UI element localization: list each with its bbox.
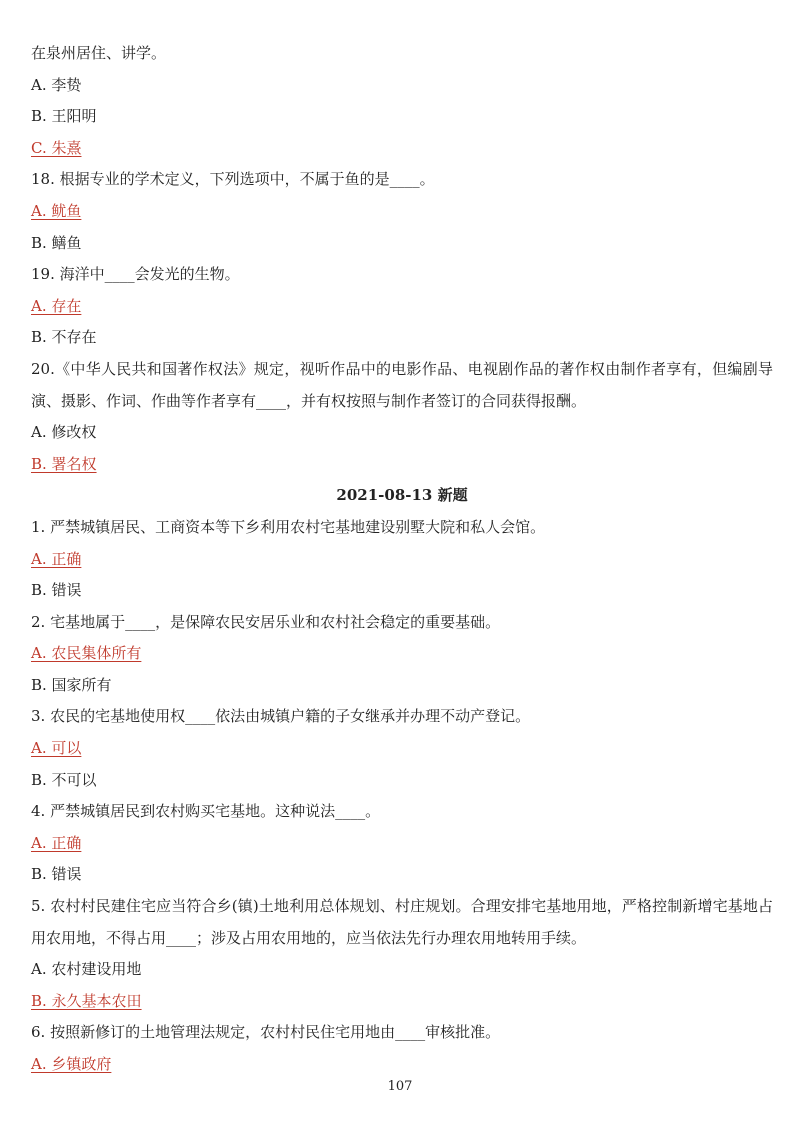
question-3: 3. 农民的宅基地使用权____依法由城镇户籍的子女继承并办理不动产登记。 [31,707,531,726]
option-b: B. 王阳明 [31,107,97,126]
question-20: 20.《中华人民共和国著作权法》规定，视听作品中的电影作品、电视剧作品的著作权由制作者享有，但编剧导演、摄影、作词、作曲等作者享有____，并有权按照与制作者签订的合同获得报酬。 [31,359,773,410]
correct-answer: B. 署名权 [31,454,97,473]
option-a: A. 农村建设用地 [31,960,142,979]
question-1: 1. 严禁城镇居民、工商资本等下乡利用农村宅基地建设别墅大院和私人会馆。 [31,517,546,536]
question-5: 5. 农村村民建住宅应当符合乡(镇)土地利用总体规划、村庄规划。合理安排宅基地用地，严格控制新增宅基地占用农用地，不得占用____；涉及占用农用地的，应当依法先行办理农用地转用手续。 [31,897,773,947]
correct-answer: A. 农民集体所有 [31,644,142,663]
correct-answer: B. 永久基本农田 [31,991,142,1010]
question-text-continued: 在泉州居住、讲学。 [31,44,167,62]
section-heading: 2021-08-13 新题 [336,486,468,505]
question-19: 19. 海洋中____会发光的生物。 [31,265,240,284]
question-18: 18. 根据专业的学术定义，下列选项中，不属于鱼的是____。 [31,170,435,189]
question-6: 6. 按照新修订的土地管理法规定，农村村民住宅用地由____审核批准。 [31,1023,501,1042]
correct-answer: C. 朱熹 [31,138,82,157]
correct-answer: A. 存在 [31,296,82,315]
option-a: A. 李贽 [31,75,82,94]
page-number: 107 [387,1079,413,1094]
option-b: B. 国家所有 [31,675,112,694]
question-4: 4. 严禁城镇居民到农村购买宅基地。这种说法____。 [31,802,381,821]
correct-answer: A. 可以 [31,739,82,758]
correct-answer: A. 正确 [31,833,82,852]
option-b: B. 鳝鱼 [31,233,82,252]
option-b: B. 错误 [31,865,82,884]
question-2: 2. 宅基地属于____，是保障农民安居乐业和农村社会稳定的重要基础。 [31,612,501,631]
option-a: A. 修改权 [31,423,97,442]
option-b: B. 不可以 [31,770,97,789]
option-b: B. 不存在 [31,328,97,347]
correct-answer: A. 鱿鱼 [31,201,82,220]
option-b: B. 错误 [31,581,82,600]
document-body [31,38,773,1081]
correct-answer: A. 正确 [31,549,82,568]
correct-answer: A. 乡镇政府 [31,1055,112,1073]
